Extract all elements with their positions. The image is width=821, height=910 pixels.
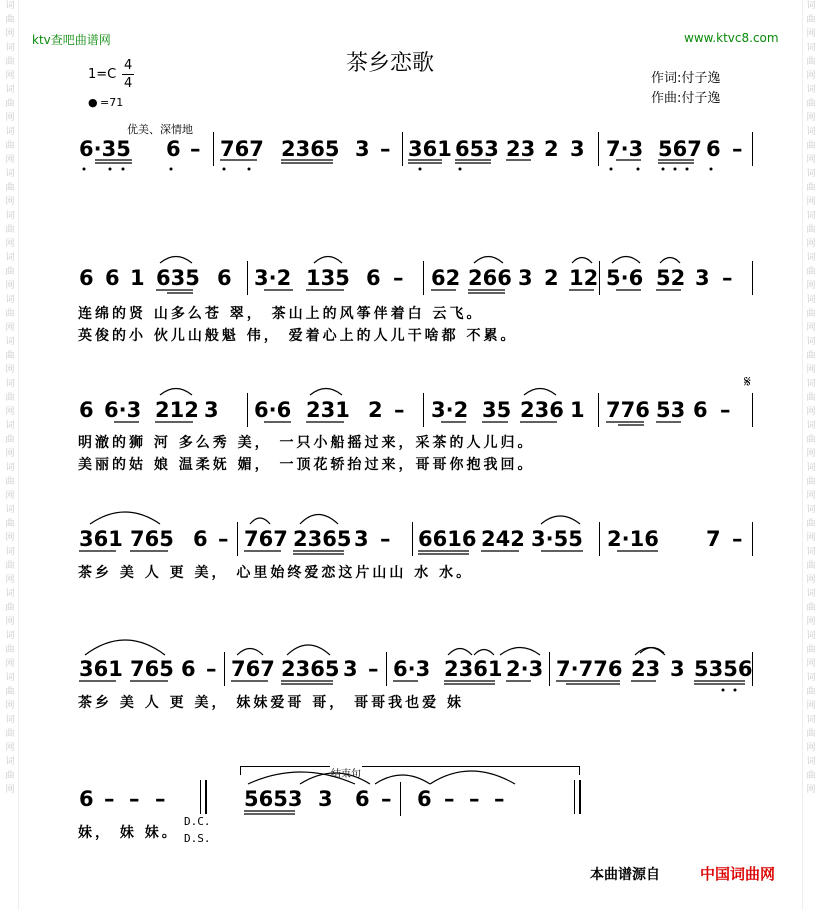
note-group: 3 (318, 787, 333, 811)
note-group: 6 (366, 266, 381, 290)
watermark-glyph: 曲 (5, 771, 15, 781)
watermark-glyph: 网 (5, 407, 15, 417)
watermark-glyph: 曲 (806, 351, 816, 361)
song-title: 茶乡恋歌 (346, 51, 435, 76)
watermark-glyph: 网 (5, 533, 15, 543)
note-group: 6616 (418, 527, 477, 551)
watermark-glyph: 曲 (806, 99, 816, 109)
note-group: 361 (79, 527, 123, 551)
watermark-glyph: 网 (806, 323, 816, 333)
note-dash: – (494, 787, 505, 811)
composer: 作曲:付子逸 (651, 91, 721, 106)
watermark-glyph: 曲 (806, 519, 816, 529)
watermark-glyph: 曲 (5, 57, 15, 67)
expression-marking: 优美、深情地 (127, 123, 193, 136)
note-group: 5·6 (606, 266, 644, 290)
lyric-line-1: 连绵的贤 山多么苍 翠， 茶山上的风筝伴着白 云飞。 (78, 306, 484, 322)
watermark-glyph: 曲 (806, 183, 816, 193)
watermark-glyph: 曲 (5, 99, 15, 109)
watermark-glyph: 曲 (806, 561, 816, 571)
da-capo-mark: D.C. (184, 815, 211, 828)
note-group: 6·3 (393, 657, 431, 681)
note-dash: – (368, 657, 379, 681)
watermark-glyph: 曲 (5, 687, 15, 697)
watermark-glyph: 网 (806, 659, 816, 669)
site-url-right: www.ktvc8.com (684, 31, 779, 45)
watermark-glyph: 网 (806, 407, 816, 417)
dal-segno-mark: D.S. (184, 832, 211, 845)
source-site-link[interactable]: 中国词曲网 (700, 865, 776, 883)
watermark-glyph: 曲 (5, 561, 15, 571)
watermark-glyph: 曲 (5, 183, 15, 193)
note-group: 242 (481, 527, 525, 551)
watermark-glyph: 网 (5, 575, 15, 585)
watermark-glyph: 网 (806, 785, 816, 795)
note-dash: – (380, 137, 391, 161)
watermark-glyph: 网 (5, 323, 15, 333)
note-group: 361 (408, 137, 452, 161)
note-group: 3 (570, 137, 585, 161)
watermark-glyph: 词 (5, 1, 15, 11)
watermark-glyph: 词 (5, 337, 15, 347)
watermark-glyph: 词 (806, 421, 816, 431)
note-dash: – (129, 787, 140, 811)
note-group: 3 (518, 266, 533, 290)
note-dash: – (732, 527, 743, 551)
watermark-glyph: 曲 (806, 771, 816, 781)
note-dash: – (206, 657, 217, 681)
watermark-glyph: 词 (806, 589, 816, 599)
watermark-glyph: 曲 (806, 309, 816, 319)
watermark-glyph: 网 (5, 281, 15, 291)
watermark-glyph: 网 (806, 71, 816, 81)
watermark-glyph: 网 (806, 239, 816, 249)
watermark-glyph: 词 (5, 757, 15, 767)
watermark-glyph: 词 (5, 673, 15, 683)
watermark-glyph: 网 (806, 197, 816, 207)
note-group: 7·776 (556, 657, 623, 681)
watermark-glyph: 词 (5, 505, 15, 515)
watermark-glyph: 词 (806, 463, 816, 473)
watermark-glyph: 词 (806, 43, 816, 53)
note-group: 767 (244, 527, 288, 551)
watermark-glyph: 网 (806, 113, 816, 123)
note-group: 2 (368, 398, 383, 422)
note-group: 7 (706, 527, 721, 551)
lyric-line-1: 妹， 妹 妹。 (78, 825, 179, 841)
note-group: 6 (79, 787, 94, 811)
watermark-glyph: 词 (5, 631, 15, 641)
watermark-glyph: 曲 (806, 15, 816, 25)
note-group: 231 (306, 398, 350, 422)
note-dash: – (155, 787, 166, 811)
note-group: 6 (166, 137, 181, 161)
note-group: 135 (306, 266, 350, 290)
note-group: 635 (156, 266, 200, 290)
watermark-glyph: 词 (5, 547, 15, 557)
watermark-glyph: 词 (5, 715, 15, 725)
watermark-glyph: 词 (806, 85, 816, 95)
note-group: 767 (220, 137, 264, 161)
note-group: 6 (105, 266, 120, 290)
watermark-glyph: 词 (5, 85, 15, 95)
watermark-glyph: 词 (5, 211, 15, 221)
lyric-line-1: 茶乡 美 人 更 美， 心里始终爱恋这片山山 水 水。 (78, 565, 474, 581)
watermark-glyph: 网 (806, 365, 816, 375)
watermark-glyph: 曲 (806, 267, 816, 277)
lyric-line-1: 明澈的狮 河 多么秀 美， 一只小船摇过来，采茶的人儿归。 (78, 435, 535, 451)
watermark-glyph: 曲 (806, 645, 816, 655)
note-group: 3 (695, 266, 710, 290)
watermark-glyph: 曲 (5, 603, 15, 613)
ending-label: 结束句 (330, 765, 362, 780)
note-group: 567 (658, 137, 702, 161)
watermark-glyph: 词 (806, 631, 816, 641)
note-group: 23 (506, 137, 536, 161)
watermark-glyph: 曲 (5, 351, 15, 361)
note-group: 3·2 (431, 398, 469, 422)
watermark-glyph: 曲 (5, 15, 15, 25)
watermark-glyph: 曲 (806, 225, 816, 235)
time-signature-bottom: 4 (124, 76, 133, 91)
watermark-glyph: 网 (5, 785, 15, 795)
watermark-glyph: 曲 (5, 519, 15, 529)
watermark-glyph: 词 (806, 379, 816, 389)
note-group: 3 (355, 137, 370, 161)
note-group: 5653 (244, 787, 303, 811)
note-dash: – (444, 787, 455, 811)
watermark-glyph: 词 (5, 379, 15, 389)
watermark-glyph: 曲 (5, 645, 15, 655)
note-group: 236 (520, 398, 564, 422)
note-dash: – (469, 787, 480, 811)
watermark-glyph: 曲 (806, 141, 816, 151)
watermark-glyph: 曲 (5, 267, 15, 277)
note-dash: – (381, 787, 392, 811)
watermark-glyph: 网 (5, 449, 15, 459)
note-group: 53 (656, 398, 686, 422)
note-group: 3·2 (254, 266, 292, 290)
note-group: 2361 (444, 657, 503, 681)
site-name-left: ktv查吧曲谱网 (32, 33, 111, 47)
note-group: 6 (355, 787, 370, 811)
watermark-glyph: 网 (806, 575, 816, 585)
note-dash: – (394, 398, 405, 422)
key-signature: 1=C (88, 67, 117, 82)
source-label: 本曲谱源自 (590, 867, 660, 883)
watermark-glyph: 词 (5, 421, 15, 431)
watermark-glyph: 词 (806, 253, 816, 263)
note-group: 62 (431, 266, 461, 290)
watermark-glyph: 曲 (5, 309, 15, 319)
watermark-glyph: 词 (5, 127, 15, 137)
note-group: 2365 (293, 527, 352, 551)
watermark-glyph: 曲 (806, 435, 816, 445)
watermark-glyph: 词 (806, 715, 816, 725)
watermark-glyph: 词 (806, 547, 816, 557)
note-group: 5356 (694, 657, 753, 681)
note-group: 2 (544, 266, 559, 290)
watermark-glyph: 网 (806, 617, 816, 627)
note-group: 3 (670, 657, 685, 681)
note-group: 2·16 (607, 527, 659, 551)
watermark-glyph: 曲 (806, 729, 816, 739)
note-group: 1 (570, 398, 585, 422)
note-group: 52 (656, 266, 686, 290)
note-group: 3 (354, 527, 369, 551)
watermark-glyph: 网 (5, 71, 15, 81)
note-group: 23 (631, 657, 661, 681)
tempo-note-icon: ● (88, 96, 98, 109)
watermark-glyph: 网 (806, 701, 816, 711)
watermark-glyph: 词 (806, 1, 816, 11)
note-dash: – (104, 787, 115, 811)
watermark-glyph: 曲 (5, 435, 15, 445)
note-group: 6 (217, 266, 232, 290)
note-group: 2365 (281, 137, 340, 161)
note-group: 1 (130, 266, 145, 290)
lyric-line-2: 美丽的姑 娘 温柔妩 媚， 一顶花轿抬过来，哥哥你抱我回。 (78, 457, 535, 473)
note-group: 6 (706, 137, 721, 161)
watermark-glyph: 网 (5, 29, 15, 39)
time-signature-top: 4 (124, 58, 133, 73)
watermark-glyph: 网 (5, 659, 15, 669)
watermark-glyph: 词 (806, 673, 816, 683)
lyricist: 作词:付子逸 (651, 71, 721, 86)
watermark-glyph: 曲 (806, 57, 816, 67)
watermark-glyph: 网 (5, 365, 15, 375)
watermark-glyph: 词 (806, 169, 816, 179)
watermark-glyph: 曲 (5, 141, 15, 151)
watermark-glyph: 网 (5, 743, 15, 753)
watermark-glyph: 词 (806, 211, 816, 221)
note-group: 2 (544, 137, 559, 161)
watermark-glyph: 网 (5, 197, 15, 207)
note-group: 7·3 (606, 137, 644, 161)
watermark-glyph: 曲 (5, 477, 15, 487)
note-group: 6 (193, 527, 208, 551)
note-group: 767 (231, 657, 275, 681)
note-dash: – (380, 527, 391, 551)
watermark-glyph: 曲 (806, 687, 816, 697)
watermark-glyph: 网 (806, 281, 816, 291)
watermark-glyph: 网 (806, 29, 816, 39)
watermark-glyph: 曲 (5, 225, 15, 235)
watermark-glyph: 网 (5, 617, 15, 627)
watermark-glyph: 曲 (5, 729, 15, 739)
note-dash: – (720, 398, 731, 422)
note-group: 765 (130, 527, 174, 551)
note-group: 6·3 (104, 398, 142, 422)
note-group: 6 (181, 657, 196, 681)
watermark-glyph: 网 (5, 113, 15, 123)
watermark-glyph: 网 (5, 155, 15, 165)
note-group: 3 (343, 657, 358, 681)
watermark-glyph: 网 (5, 491, 15, 501)
watermark-glyph: 词 (806, 127, 816, 137)
watermark-glyph: 曲 (5, 393, 15, 403)
watermark-glyph: 词 (5, 463, 15, 473)
watermark-glyph: 网 (5, 239, 15, 249)
watermark-glyph: 词 (806, 757, 816, 767)
note-group: 12 (569, 266, 599, 290)
note-group: 6·6 (254, 398, 292, 422)
watermark-glyph: 词 (5, 43, 15, 53)
note-dash: – (190, 137, 201, 161)
note-group: 212 (155, 398, 199, 422)
watermark-glyph: 曲 (806, 477, 816, 487)
note-dash: – (732, 137, 743, 161)
note-group: 3 (204, 398, 219, 422)
note-dash: – (393, 266, 404, 290)
lyric-line-1: 茶乡 美 人 更 美， 妹妹爱哥 哥， 哥哥我也爱 妹 (78, 695, 464, 711)
note-group: 6 (79, 266, 94, 290)
watermark-glyph: 词 (806, 337, 816, 347)
note-group: 6 (417, 787, 432, 811)
watermark-glyph: 词 (806, 505, 816, 515)
note-group: 776 (606, 398, 650, 422)
note-group: 2365 (281, 657, 340, 681)
note-group: 361 (79, 657, 123, 681)
watermark-glyph: 网 (806, 449, 816, 459)
tempo-marking: =71 (100, 96, 124, 109)
watermark-glyph: 词 (806, 295, 816, 305)
note-group: 653 (455, 137, 499, 161)
note-group: 266 (468, 266, 512, 290)
watermark-glyph: 网 (806, 155, 816, 165)
watermark-glyph: 网 (806, 491, 816, 501)
note-group: 2·3 (506, 657, 544, 681)
watermark-glyph: 网 (806, 743, 816, 753)
note-group: 6 (79, 398, 94, 422)
note-dash: – (722, 266, 733, 290)
watermark-glyph: 词 (5, 295, 15, 305)
watermark-glyph: 网 (806, 533, 816, 543)
watermark-glyph: 词 (5, 589, 15, 599)
watermark-glyph: 词 (5, 169, 15, 179)
segno-sign: 𝄋 (744, 372, 751, 391)
note-group: 3·55 (531, 527, 583, 551)
note-group: 6 (693, 398, 708, 422)
note-group: 35 (482, 398, 512, 422)
watermark-glyph: 曲 (806, 393, 816, 403)
note-group: 765 (130, 657, 174, 681)
watermark-glyph: 网 (5, 701, 15, 711)
note-dash: – (218, 527, 229, 551)
lyric-line-2: 英俊的小 伙儿山般魁 伟， 爱着心上的人儿干啥都 不累。 (78, 328, 518, 344)
watermark-glyph: 词 (5, 253, 15, 263)
watermark-glyph: 曲 (806, 603, 816, 613)
note-group: 6·35 (79, 137, 131, 161)
